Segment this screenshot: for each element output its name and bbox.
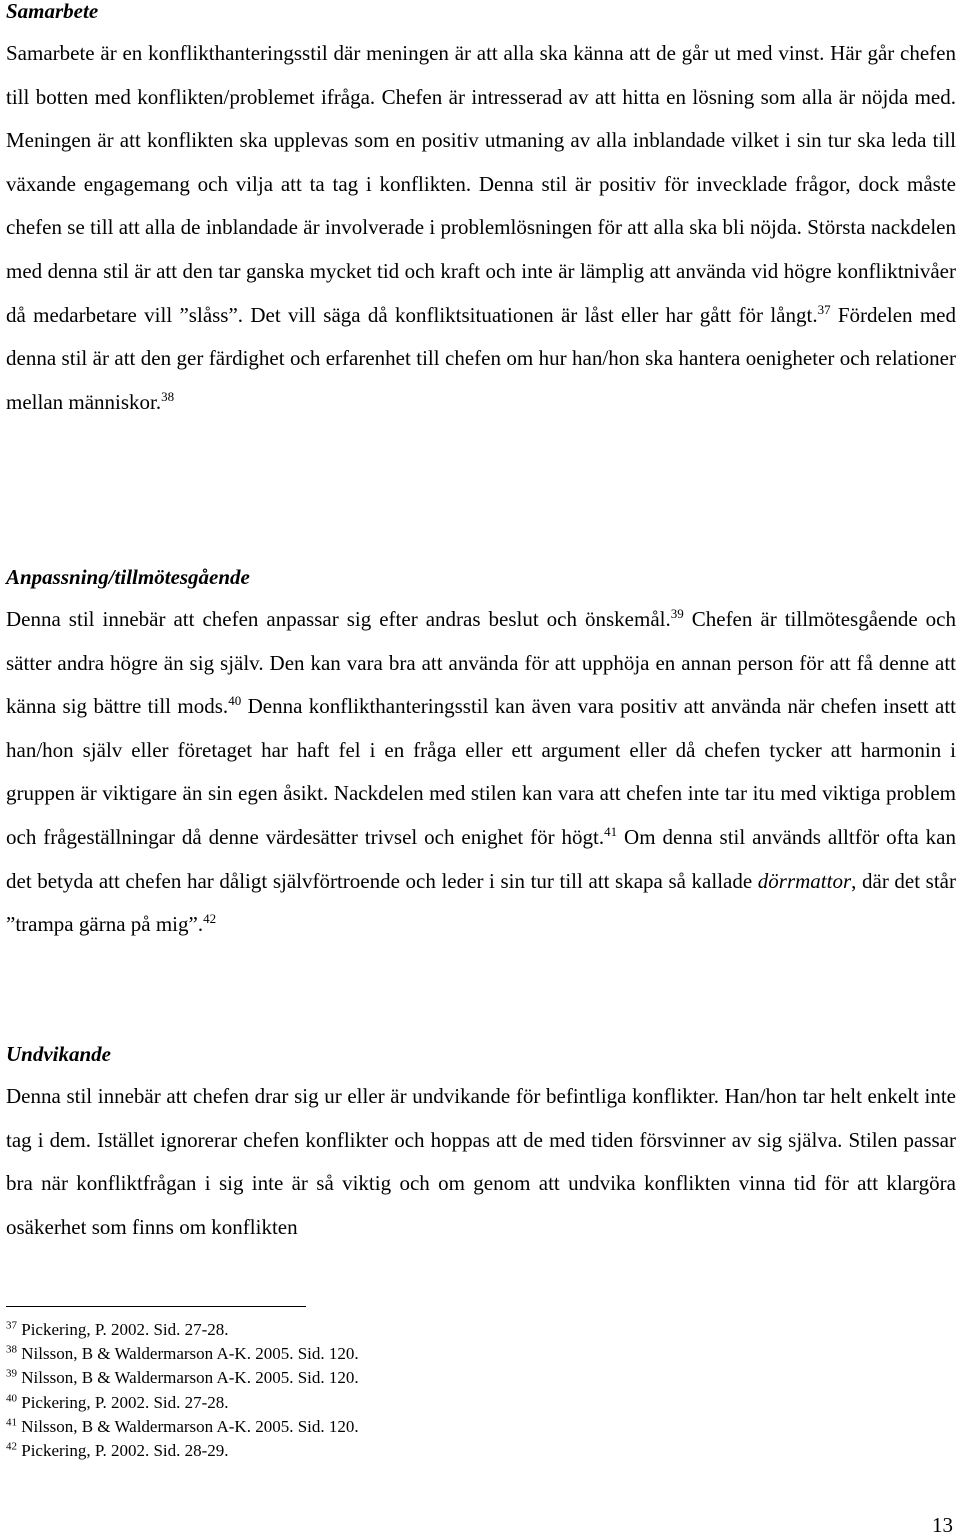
paragraph-text-run: Denna stil innebär att chefen drar sig ur eller är undvikande för befintliga konflikter. Han/hon tar helt enkelt inte tag i dem. Istället ignorerar chefen konflikter och hoppas att de med tiden försvinner av sig själva. Stilen passar bra när konfliktfrågan i sig inte är så viktig och om genom att undvika konflikten vinna tid för att klargöra osäkerhet som finns om konflikten <box>6 1084 956 1239</box>
page-number: 13 <box>932 1513 953 1537</box>
footnote-text: Pickering, P. 2002. Sid. 28-29. <box>21 1441 229 1461</box>
footnote-text: Pickering, P. 2002. Sid. 27-28. <box>21 1320 229 1339</box>
footnote-number: 39 <box>6 1367 17 1380</box>
paragraph-text-run: Fördelen med denna stil är att den ger färdighet och erfarenhet till chefen om hur han/hon ska hantera oenigheter och relationer mellan människor. <box>6 302 956 414</box>
paragraph-text-run: Om denna stil används alltför ofta kan det betyda att chefen har dåligt självförtroende och leder i sin tur till att skapa så kallade <box>6 824 956 893</box>
footnote-text: Nilsson, B & Waldermarson A-K. 2005. Sid. 120. <box>21 1368 359 1388</box>
footnote-text: Nilsson, B & Waldermarson A-K. 2005. Sid. 120. <box>21 1416 359 1436</box>
footnote-reference: 40 <box>228 693 242 709</box>
section-paragraph-undvikande <box>6 1075 956 1249</box>
footnote-reference: 37 <box>817 301 831 317</box>
paragraph-text-run: , där det står ”trampa gärna på mig”. <box>6 868 957 937</box>
paragraph-text-run: Samarbete är en konflikthanteringsstil där meningen är att alla ska känna att de går ut med vinst. Här går chefen till botten med konflikten/problemet ifråga. Chefen är intresserad av att hitta en lösning som alla är nöjda med. Meningen är att konflikten ska upplevas som en positiv utmaning av alla inblandade vilket i sin tur ska leda till växande engagemang och vilja att ta tag i konflikten. Denna stil är positiv för invecklade frågor, dock måste chefen se till att alla de inblandade är involverade i problemlösningen för att alla ska bli nöjda. Största nackdelen med denna stil är att den tar ganska mycket tid och kraft och inte är lämplig att använda vid högre konfliktnivåer då medarbetare vill ”slåss”. Det vill säga då konfliktsituationen är låst eller har gått för långt. <box>6 41 956 327</box>
footnote-number: 37 <box>6 1319 17 1332</box>
footnote-divider <box>6 1306 306 1307</box>
footnotes-list <box>6 1318 706 1463</box>
footnote-item <box>6 1342 706 1366</box>
footnote-item <box>6 1391 706 1415</box>
paragraph-text-run: Denna stil innebär att chefen anpassar sig efter andras beslut och önskemål. <box>6 607 671 631</box>
section-paragraph-samarbete <box>6 32 956 424</box>
footnote-text: Pickering, P. 2002. Sid. 27-28. <box>21 1392 229 1412</box>
footnote-item <box>6 1318 706 1342</box>
section-heading-anpassning: Anpassning/tillmötesgående <box>6 565 250 589</box>
section-heading-undvikande: Undvikande <box>6 1042 111 1066</box>
footnote-item <box>6 1439 706 1463</box>
section-paragraph-anpassning <box>6 598 956 947</box>
emphasized-term: dörrmattor <box>757 868 852 893</box>
footnote-reference: 38 <box>161 388 175 404</box>
footnote-number: 38 <box>6 1343 17 1356</box>
footnote-reference: 39 <box>670 606 684 621</box>
footnote-item <box>6 1366 706 1390</box>
footnote-reference: 41 <box>604 823 618 839</box>
section-heading-samarbete: Samarbete <box>6 0 99 23</box>
footnote-reference: 42 <box>203 911 217 927</box>
footnote-item <box>6 1415 706 1439</box>
footnote-number: 41 <box>6 1416 17 1429</box>
paragraph-text-run: Chefen är tillmötesgående och sätter andra högre än sig själv. Den kan vara bra att använda för att upphöja en annan person för att få denne att känna sig bättre till mods. <box>6 607 956 719</box>
footnote-text: Nilsson, B & Waldermarson A-K. 2005. Sid. 120. <box>21 1344 359 1364</box>
paragraph-text-run: Denna konflikthanteringsstil kan även vara positiv att använda när chefen insett att han/hon själv eller företaget har haft fel i en fråga eller ett argument eller då chefen tycker att harmonin i gruppen är viktigare än sin egen åsikt. Nackdelen med stilen kan vara att chefen inte tar itu med viktiga problem och frågeställningar då denne värdesätter trivsel och enighet för högt. <box>6 694 957 849</box>
footnote-number: 42 <box>6 1440 17 1453</box>
footnote-number: 40 <box>6 1391 17 1404</box>
